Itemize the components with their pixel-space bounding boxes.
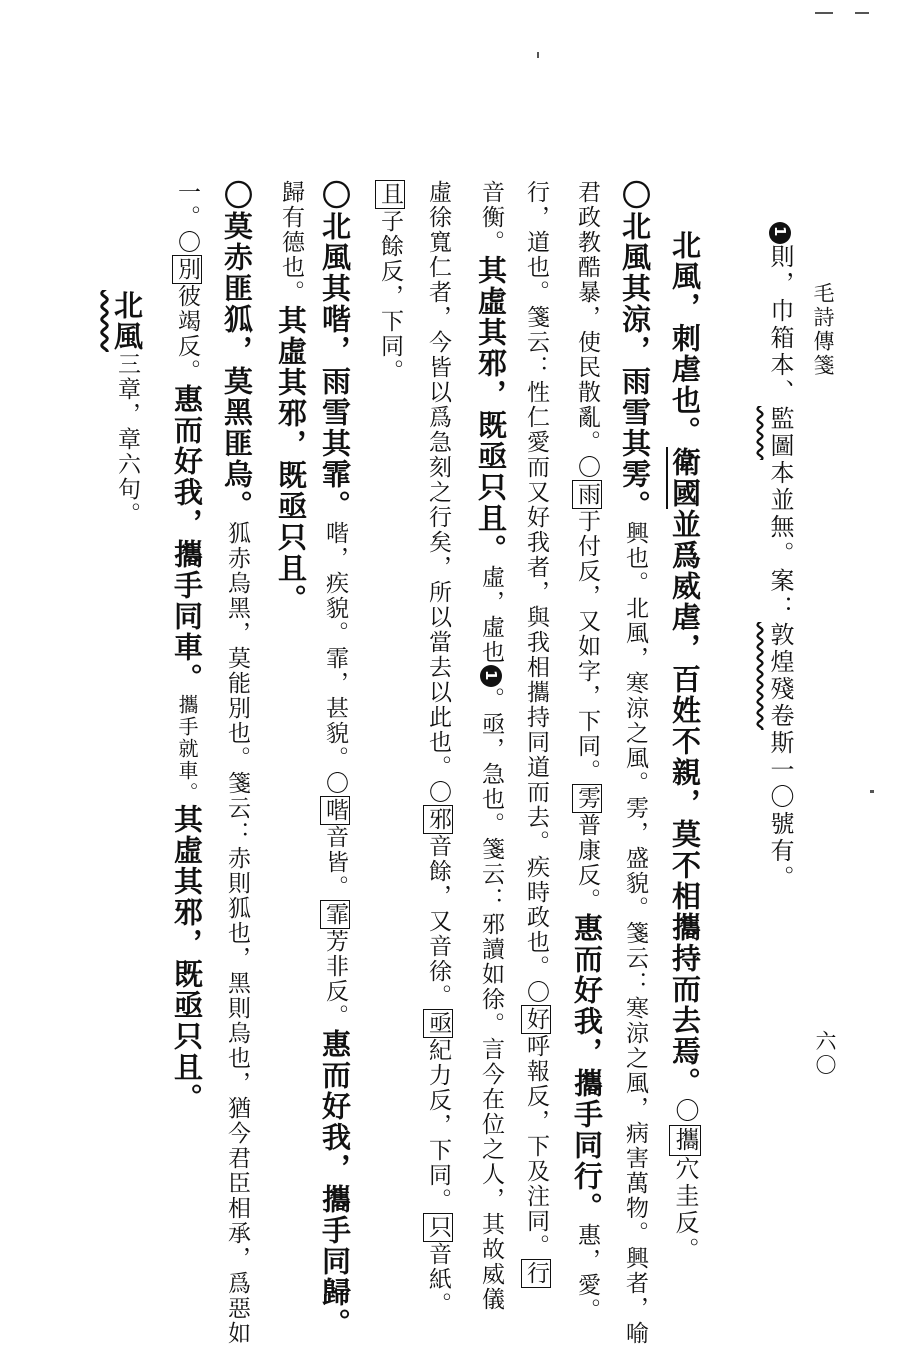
commentary: 音皆。 <box>322 825 348 900</box>
text-column-7 <box>378 180 401 384</box>
text-column-3 <box>570 180 604 1323</box>
scan-mark <box>870 790 874 793</box>
text-column-5 <box>474 180 508 1312</box>
text-column-1 <box>668 230 702 1264</box>
boxed-character: 亟 <box>425 1011 451 1036</box>
poem-line: 其虛其邪，既亟只且。 <box>274 305 308 615</box>
boxed-character: 攜 <box>671 1127 699 1154</box>
commentary: 普康反。 <box>574 813 600 913</box>
note-text: 本並無。案： <box>766 460 794 622</box>
text-column-10 <box>220 180 254 1346</box>
page-number: 六〇 <box>813 1030 837 1078</box>
poem-line: 惠而好我，攜手同車。 <box>170 384 204 694</box>
boxed-character: 別 <box>174 257 200 282</box>
chapter-count: 三章，章六句。 <box>114 352 140 527</box>
note-text: 斯 <box>766 730 794 757</box>
commentary: 攜手就車。 <box>175 694 199 804</box>
boxed-character: 行 <box>523 1261 549 1286</box>
text-column-4 <box>524 180 547 1288</box>
commentary: 。亟，急也。箋云：邪讀如徐。言今在位之人，其故威儀 <box>478 687 504 1312</box>
commentary: 呼報反，下及注同。 <box>523 1034 549 1259</box>
poem-line: 〇北風其涼，雨雪其雱。 <box>618 180 652 521</box>
note-text: 一〇號有。 <box>766 757 794 892</box>
commentary: 君政教酷暴，使民散亂。〇 <box>574 180 600 480</box>
poem-line: 其虛其邪，既亟只且。 <box>474 255 508 565</box>
poem-line: 惠而好我，攜手同行。 <box>570 913 604 1223</box>
commentary: 歸有德也。 <box>278 180 304 305</box>
note-text: 則，巾箱本、 <box>766 244 794 406</box>
poem-line: 〇北風其喈，雨雪其霏。 <box>318 180 352 521</box>
text-column-12 <box>110 290 144 527</box>
boxed-character: 喈 <box>322 798 348 823</box>
commentary: 彼竭反。 <box>174 284 200 384</box>
note-marker-1: 1 <box>480 665 502 687</box>
text-column-6 <box>426 180 449 1317</box>
note-wavy-title: 敦煌殘卷 <box>766 622 794 730</box>
preface-underlined-place: 衛國 <box>668 447 702 509</box>
scan-mark <box>855 12 869 14</box>
commentary: 虛，虛也 <box>478 565 504 665</box>
boxed-character: 邪 <box>425 807 451 832</box>
commentary: 虛徐寬仁者，今皆以爲急刻之行矣，所以當去以此也。〇 <box>425 180 451 805</box>
commentary: 音餘，又音徐。 <box>425 834 451 1009</box>
scan-mark <box>537 52 539 58</box>
text-column-9 <box>274 180 308 615</box>
boxed-character: 雨 <box>574 482 600 507</box>
boxed-character: 只 <box>425 1215 451 1240</box>
note-marker-1: 1 <box>769 222 791 244</box>
poem-line: 〇莫赤匪狐，莫黑匪烏。 <box>220 180 254 521</box>
poem-line: 其虛其邪，既亟只且。 <box>170 804 204 1114</box>
preface-bold: 北風，刺虐也。 <box>668 230 702 447</box>
poem-title: 北風 <box>110 290 144 352</box>
book-title: 毛詩傳箋 <box>811 282 835 378</box>
text-column-8 <box>318 180 352 1339</box>
commentary: 喈，疾貌。霏，甚貌。〇 <box>322 521 348 796</box>
boxed-character: 雱 <box>574 786 600 811</box>
note-wavy-title: 監圖 <box>766 406 794 460</box>
text-column-11 <box>170 180 204 1114</box>
commentary: 芳非反。 <box>322 929 348 1029</box>
collation-note <box>768 222 792 892</box>
boxed-character: 好 <box>523 1007 549 1032</box>
boxed-character: 且 <box>377 182 403 207</box>
annotation: 〇 <box>671 1098 699 1125</box>
scan-mark <box>815 12 833 14</box>
commentary: 狐赤烏黑，莫能別也。箋云：赤則狐也，黑則烏也，猶今君臣相承，爲惡如 <box>224 521 250 1346</box>
commentary: 紀力反，下同。 <box>425 1038 451 1213</box>
text-column-2 <box>618 180 652 1346</box>
commentary: 音衡。 <box>478 180 504 255</box>
commentary: 惠，愛。 <box>574 1223 600 1323</box>
commentary: 行，道也。箋云：性仁愛而又好我者，與我相攜持同道而去。疾時政也。〇 <box>523 180 549 1005</box>
annotation: 穴圭反。 <box>671 1156 699 1264</box>
boxed-character: 霏 <box>322 902 348 927</box>
commentary: 一。〇 <box>174 180 200 255</box>
commentary: 子餘反，下同。 <box>377 209 403 384</box>
commentary: 音紙。 <box>425 1242 451 1317</box>
preface-bold: 並爲威虐，百姓不親，莫不相攜持而去焉。 <box>668 509 702 1098</box>
commentary: 于付反，又如字，下同。 <box>574 509 600 784</box>
poem-line: 惠而好我，攜手同歸。 <box>318 1029 352 1339</box>
commentary: 興也。北風，寒涼之風。雱，盛貌。箋云：寒涼之風，病害萬物。興者，喻 <box>622 521 648 1346</box>
